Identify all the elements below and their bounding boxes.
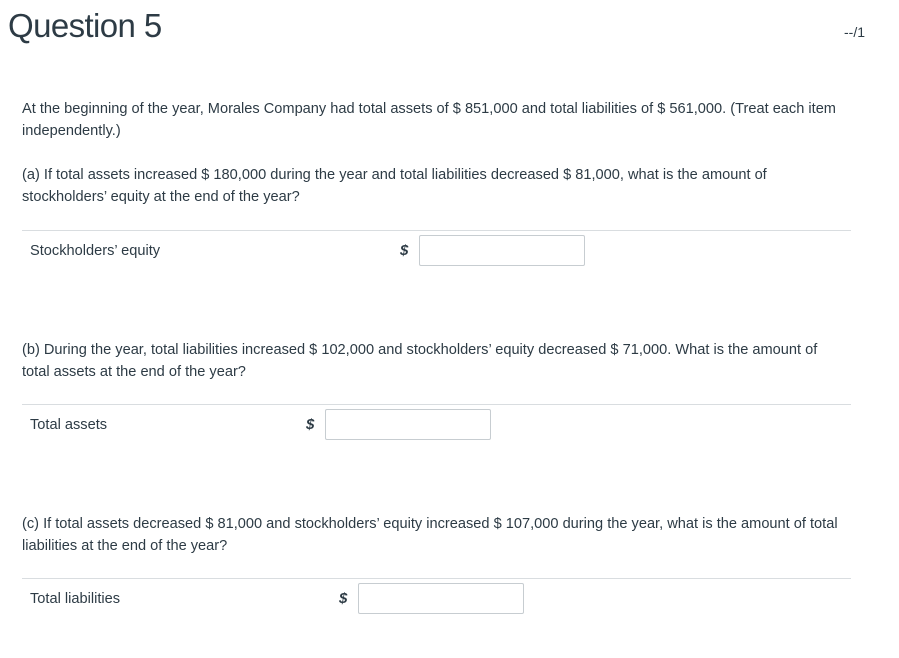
score-label: --/1 <box>844 24 865 40</box>
part-c-dollar-sign: $ <box>339 590 348 607</box>
stockholders-equity-label: Stockholders’ equity <box>30 243 161 259</box>
part-b-dollar-sign: $ <box>306 416 315 433</box>
total-assets-label: Total assets <box>30 417 108 433</box>
stockholders-equity-input[interactable] <box>419 235 585 266</box>
part-b-prompt: (b) During the year, total liabilities increased $ 102,000 and stockholders’ equity decreased $ 71,000. What is the amount of total assets at the end of the year? <box>22 342 818 380</box>
part-a-divider <box>22 230 851 231</box>
part-b-divider <box>22 404 851 405</box>
part-c-divider <box>22 578 851 579</box>
part-c-prompt: (c) If total assets decreased $ 81,000 and stockholders’ equity increased $ 107,000 during the year, what is the amount of total liabilities at the end of the year? <box>22 516 838 554</box>
question-intro: At the beginning of the year, Morales Company had total assets of $ 851,000 and total liabilities of $ 561,000. (Treat each item independently.) <box>22 101 836 139</box>
question-title: Question 5 <box>8 7 162 44</box>
part-a-prompt: (a) If total assets increased $ 180,000 during the year and total liabilities decreased $ 81,000, what is the amount of stockholders’ equity at the end of the year? <box>22 167 767 205</box>
total-liabilities-input[interactable] <box>358 583 524 614</box>
total-liabilities-label: Total liabilities <box>30 591 121 607</box>
part-a-dollar-sign: $ <box>400 242 409 259</box>
total-assets-input[interactable] <box>325 409 491 440</box>
